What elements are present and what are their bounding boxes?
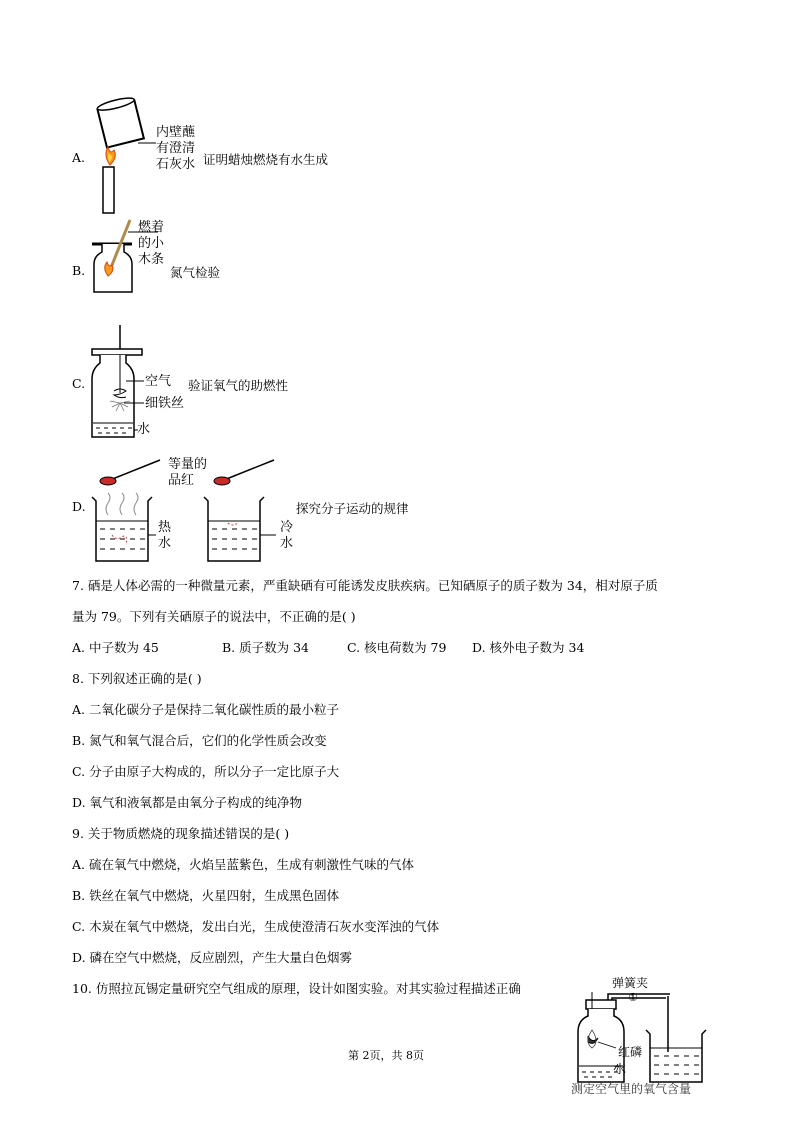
figure-c-label-water: 水 xyxy=(137,422,151,437)
q8-choice-a[interactable]: A. 二氧化碳分子是保持二氧化碳性质的最小粒子 xyxy=(72,702,339,717)
option-a-text: 证明蜡烛燃烧有水生成 xyxy=(203,152,329,167)
figure-b-label: 燃着 的小 木条 xyxy=(138,220,165,267)
option-c-letter: C. xyxy=(72,376,86,391)
figure-d-label-cold: 冷 水 xyxy=(280,520,294,551)
q7-choice-b[interactable]: B. 质子数为 34 xyxy=(222,640,310,655)
q8-choice-c[interactable]: C. 分子由原子大构成的，所以分子一定比原子大 xyxy=(72,764,340,779)
option-b-letter: B. xyxy=(72,263,86,278)
option-d-letter: D. xyxy=(72,499,86,514)
q10-figure-caption: 测定空气里的氧气含量 xyxy=(571,1082,692,1096)
option-b-text: 氮气检验 xyxy=(170,265,221,280)
q10-label-red-phosphorus: 红磷 xyxy=(618,1045,643,1059)
q10-label-clip: 弹簧夹 xyxy=(612,976,649,990)
option-a-letter: A. xyxy=(72,150,86,165)
q7-choice-a[interactable]: A. 中子数为 45 xyxy=(72,640,159,655)
q8-choice-b[interactable]: B. 氮气和氧气混合后，它们的化学性质会改变 xyxy=(72,733,327,748)
figure-d-cold-beaker xyxy=(200,495,280,565)
option-d-text: 探究分子运动的规律 xyxy=(296,501,409,516)
q7-choice-d[interactable]: D. 核外电子数为 34 xyxy=(472,640,585,655)
q10-label-water: 水 xyxy=(614,1062,627,1076)
q9-choice-d[interactable]: D. 磷在空气中燃烧，反应剧烈，产生大量白色烟雾 xyxy=(72,950,353,965)
q8-choice-d[interactable]: D. 氧气和液氧都是由氧分子构成的纯净物 xyxy=(72,795,303,810)
q9-choice-b[interactable]: B. 铁丝在氧气中燃烧，火星四射，生成黑色固体 xyxy=(72,888,340,903)
q7-choice-c[interactable]: C. 核电荷数为 79 xyxy=(347,640,447,655)
figure-c-label-air: 空气 xyxy=(145,374,172,389)
figure-c-label-wire: 细铁丝 xyxy=(145,396,185,411)
figure-d-label-top: 等量的 品红 xyxy=(168,457,208,488)
q8-stem: 8. 下列叙述正确的是( ) xyxy=(72,671,202,686)
q9-choice-c[interactable]: C. 木炭在氧气中燃烧，发出白光，生成使澄清石灰水变浑浊的气体 xyxy=(72,919,440,934)
option-c-text: 验证氧气的助燃性 xyxy=(188,378,289,393)
q7-stem-line2: 量为 79。下列有关硒原子的说法中，不正确的是( ) xyxy=(72,609,356,624)
figure-d-label-hot: 热 水 xyxy=(158,520,172,551)
figure-a-candle-beaker xyxy=(88,95,158,220)
q9-choice-a[interactable]: A. 硫在氧气中燃烧，火焰呈蓝紫色，生成有刺激性气味的气体 xyxy=(72,857,414,872)
q7-stem-line1: 7. 硒是人体必需的一种微量元素，严重缺硒有可能诱发皮肤疾病。已知硒原子的质子数为 34，相对原子质 xyxy=(72,578,658,593)
figure-d-hot-beaker xyxy=(88,495,168,565)
q10-stem: 10. 仿照拉瓦锡定量研究空气组成的原理，设计如图实验。对其实验过程描述正确 xyxy=(72,981,521,996)
figure-a-label: 内壁蘸 有澄清 石灰水 xyxy=(156,125,196,172)
page-footer: 第 2页，共 8页 xyxy=(348,1049,424,1062)
q10-label-clip-mark: ① xyxy=(628,991,638,1004)
q9-stem: 9. 关于物质燃烧的现象描述错误的是( ) xyxy=(72,826,290,841)
q10-figure-oxygen-apparatus xyxy=(570,990,715,1085)
